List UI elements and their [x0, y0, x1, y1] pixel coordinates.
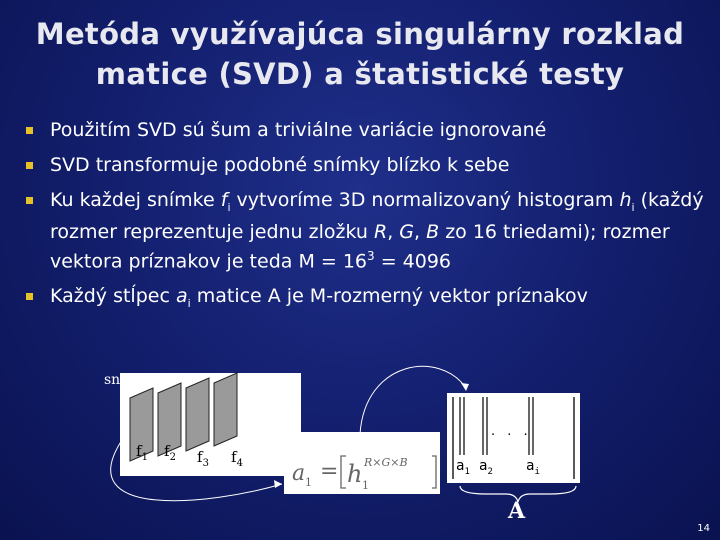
formula-lhs: a	[292, 461, 306, 486]
bullet-text-part: zo 16 triedami); rozmer vektora príznakov je teda M = 16	[50, 220, 670, 273]
frame-sub: 2	[169, 452, 176, 463]
formula-h-sup: R×G×B	[364, 456, 408, 469]
col-a: a	[526, 458, 535, 474]
col-sub: 1	[464, 466, 470, 477]
formula-svg	[284, 432, 440, 494]
frame-label	[197, 448, 209, 469]
frame-f: f	[136, 442, 142, 460]
bullet-text-part: ,	[414, 220, 427, 243]
matrix-col-label	[456, 458, 470, 477]
bullet-text-part: Každý stĺpec	[50, 285, 176, 308]
frame-sub: 1	[141, 452, 148, 463]
var-f: f	[220, 189, 228, 211]
arrow-head-icon	[461, 383, 469, 391]
matrix-dots: . . .	[491, 424, 532, 439]
frame-sub: 3	[202, 458, 209, 469]
formula-h-sub: 1	[362, 479, 369, 492]
bullet-text-part: (každý rozmer reprezentuje jednu zložku	[50, 189, 704, 243]
var-r: R	[373, 220, 388, 243]
page-number: 14	[697, 523, 710, 534]
frame-shape	[186, 378, 209, 451]
matrix-label: A	[508, 498, 526, 524]
bullet-text-part: matice A je M-rozmerný vektor príznakov	[190, 285, 588, 308]
var-h-sub: i	[631, 200, 635, 214]
var-a: a	[175, 285, 188, 308]
frame-shape	[214, 373, 237, 446]
frame-label	[231, 448, 243, 469]
panel-label: sn	[104, 372, 121, 388]
formula-bracket-left	[341, 456, 346, 488]
var-h: h	[619, 189, 632, 211]
col-sub: 2	[487, 466, 493, 477]
bullet-text: SVD transformuje podobné snímky blízko k sebe	[50, 154, 510, 176]
var-b: B	[426, 220, 440, 243]
col-a: a	[479, 458, 488, 474]
bullet-text-part: vytvoríme 3D normalizovaný histogram	[230, 189, 620, 211]
bullet-text-part: Ku každej snímke	[50, 189, 221, 211]
arrow-head-icon	[274, 480, 282, 488]
col-sub: i	[534, 466, 540, 477]
exponent: 3	[367, 248, 375, 263]
frame-label	[136, 442, 148, 463]
matrix-col-label	[479, 458, 493, 477]
frame-label	[164, 442, 176, 463]
formula-bracket-right	[432, 456, 436, 488]
frame-sub: 4	[236, 458, 243, 469]
var-f-sub: i	[227, 200, 231, 214]
formula-box	[284, 432, 440, 494]
var-g: G	[399, 220, 415, 243]
formula-eq: =	[320, 459, 339, 484]
bullet-text-part: ,	[387, 220, 400, 243]
frame-f: f	[231, 448, 237, 466]
col-a: a	[456, 458, 465, 474]
bullet-text: Použitím SVD sú šum a triviálne variácie ignorované	[50, 119, 547, 141]
title-line-1: Metóda využívajúca singulárny rozklad	[35, 17, 685, 51]
matrix-col-label	[526, 458, 540, 477]
title-line-2: matice (SVD) a štatistické testy	[95, 57, 625, 91]
formula-lhs-sub: 1	[305, 476, 312, 489]
frame-f: f	[164, 442, 170, 460]
frame-f: f	[197, 448, 203, 466]
var-a-sub: i	[187, 296, 191, 310]
bullet-text-part: = 4096	[374, 250, 452, 273]
formula-h: h	[347, 460, 363, 488]
